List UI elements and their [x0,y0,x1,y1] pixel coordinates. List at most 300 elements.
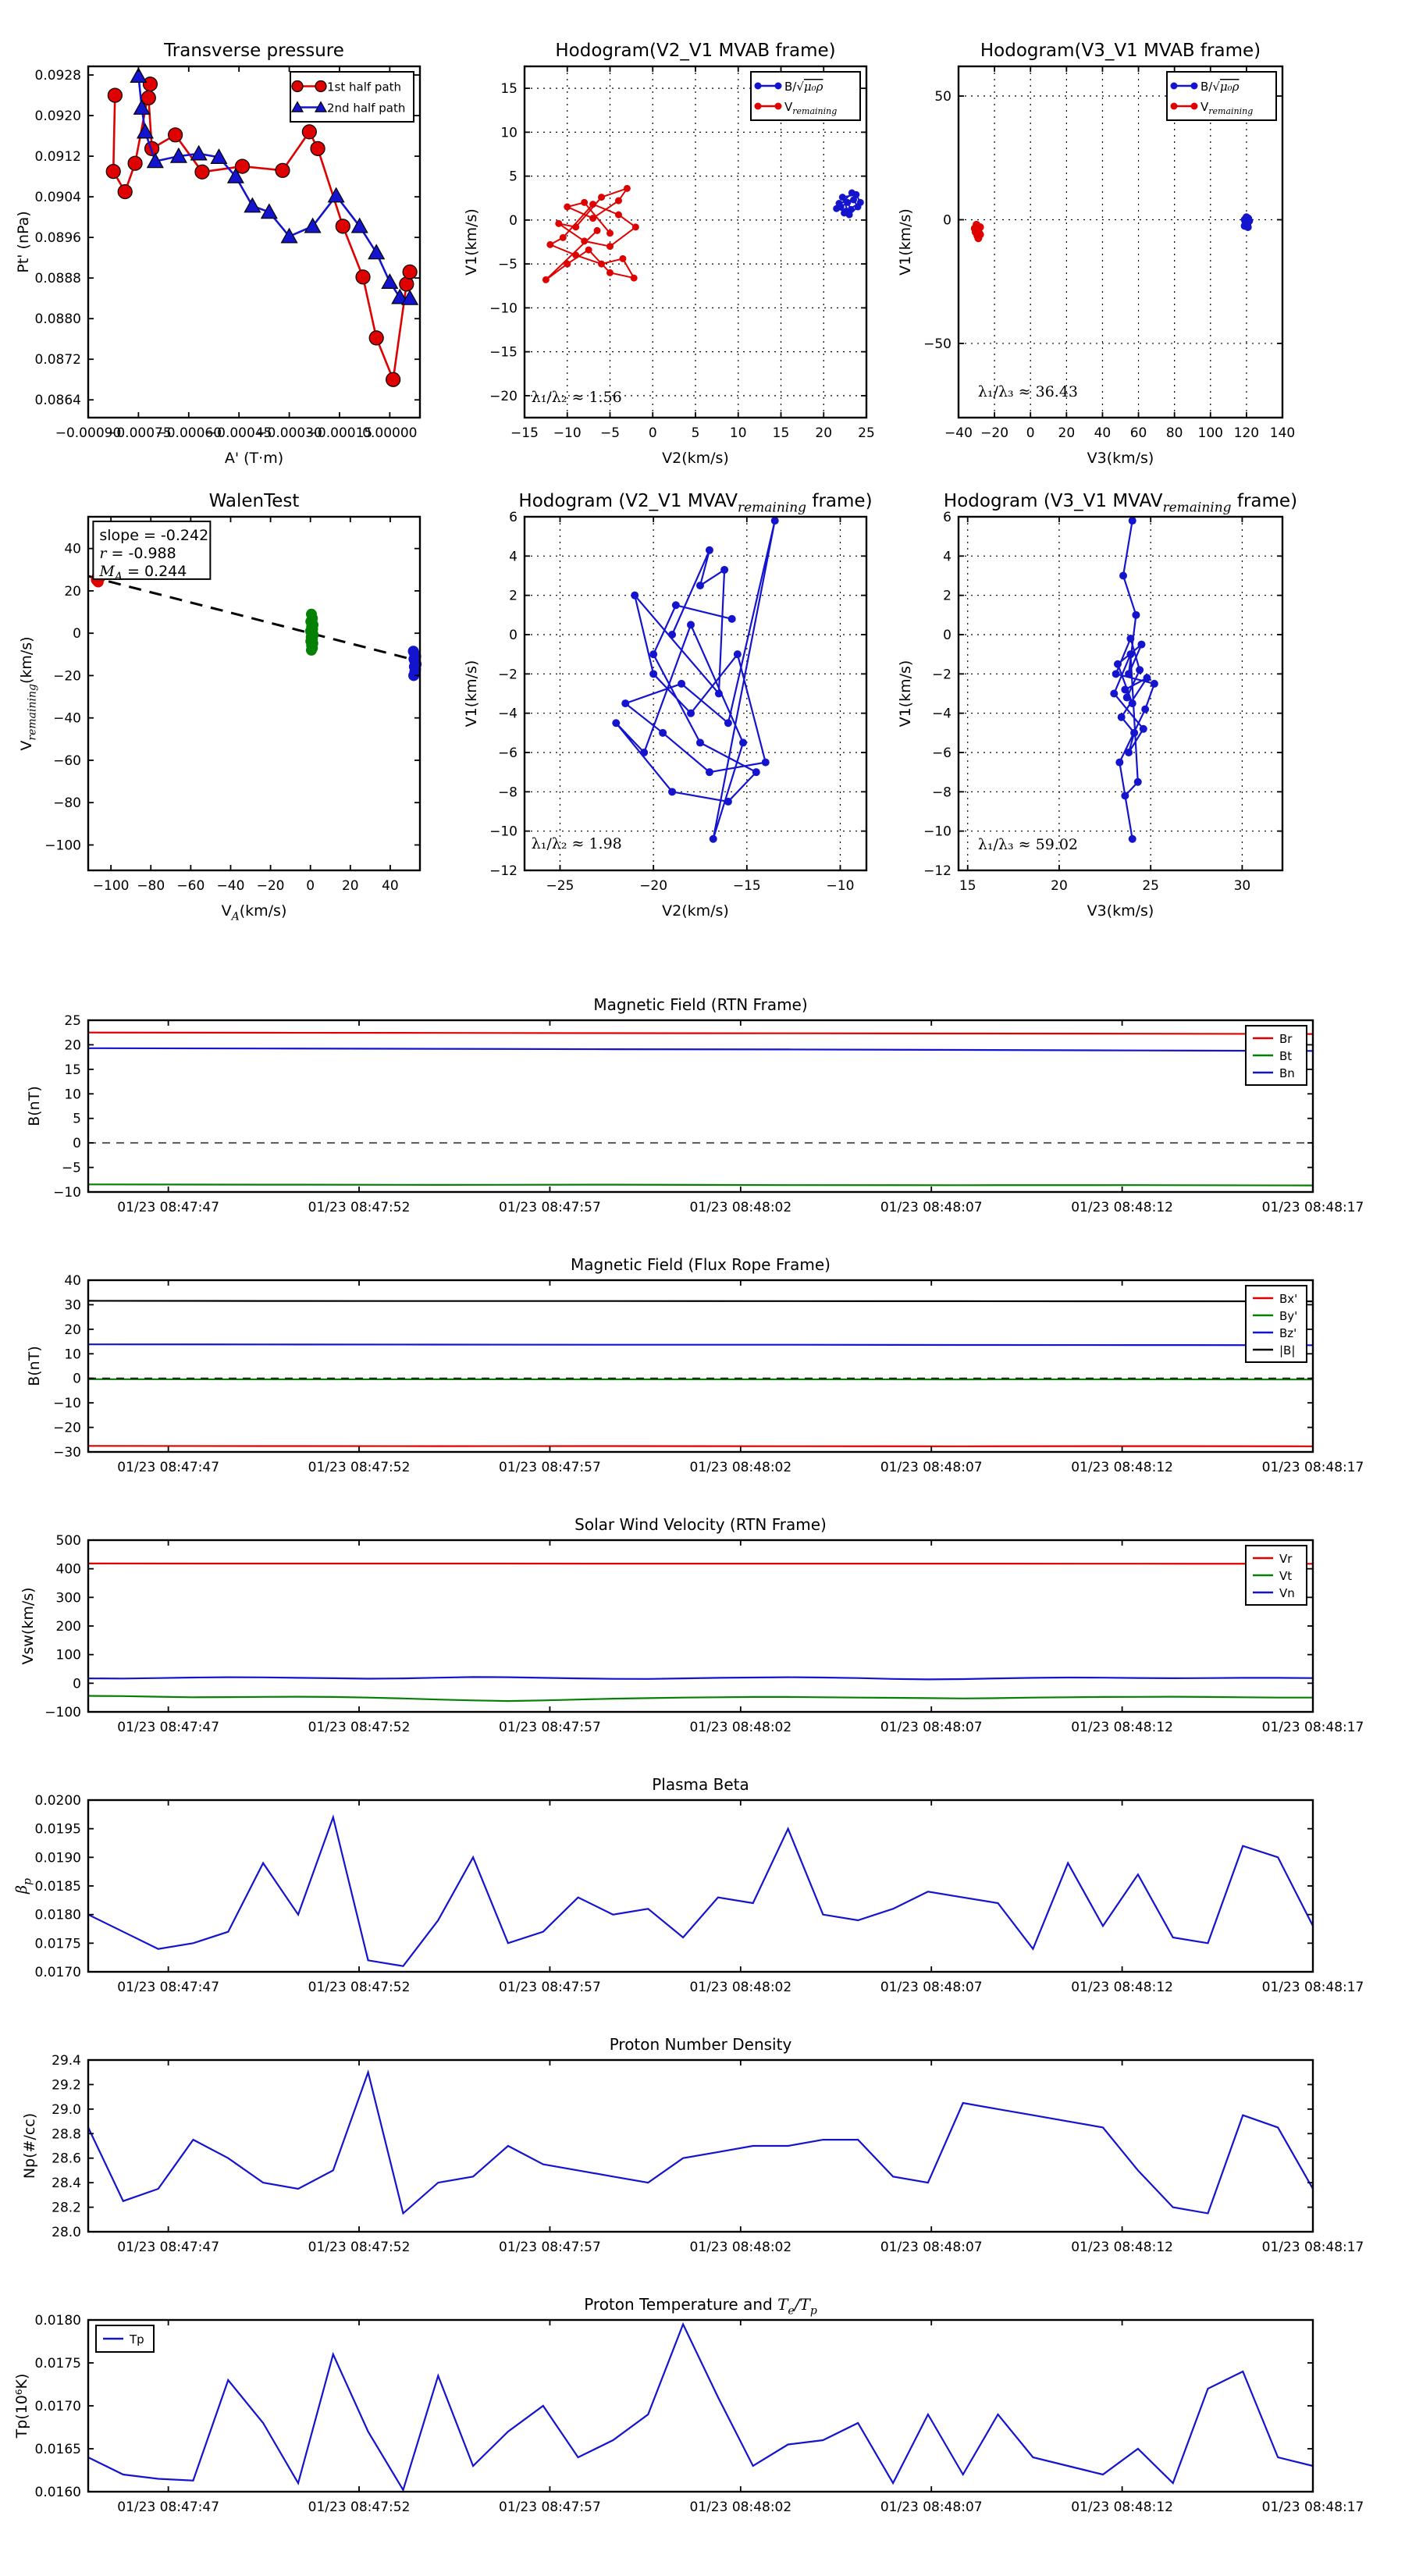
y-tick-label: 0.0872 [34,352,81,368]
y-tick-label: 40 [64,541,81,557]
y-axis-label: B(nT) [26,1086,43,1126]
plot-border [88,1020,1313,1192]
x-tick-label: 01/23 08:48:02 [689,2500,792,2515]
data-point [678,680,685,688]
panel-title: Magnetic Field (RTN Frame) [593,995,808,1014]
data-point [696,738,704,746]
x-tick-label: 01/23 08:48:12 [1071,2500,1173,2515]
panel-walen-test [18,491,422,923]
data-point [589,215,596,222]
data-point [106,165,120,179]
data-point [356,270,370,284]
panel-title: Proton Temperature and $T_e/T_p$ [584,2295,817,2318]
x-tick-label: 01/23 08:48:02 [689,2240,792,2255]
data-point [1114,660,1122,668]
x-tick-label: 40 [1094,425,1112,441]
data-point [848,190,855,197]
legend-label: Vr [1279,1552,1293,1566]
data-point [762,759,770,767]
y-tick-label: 0 [73,1371,81,1387]
series-Bt [88,1184,1313,1185]
x-tick-label: 01/23 08:48:12 [1071,1720,1173,1735]
data-point [1243,216,1250,224]
y-tick-label: −20 [489,388,518,404]
data-point [542,276,550,283]
data-point [315,81,326,92]
y-tick-label: 10 [64,1347,81,1363]
y-tick-label: 10 [64,1087,81,1103]
panel-hodogram-v2v1-mvab [463,41,875,467]
x-tick-label: 01/23 08:47:52 [308,2500,411,2515]
data-point [1129,699,1136,707]
data-point [598,261,605,268]
y-tick-label: 0.0928 [34,68,81,84]
data-point [1171,103,1178,110]
data-point [710,835,717,843]
legend [290,72,414,122]
data-point [728,615,736,623]
legend-label: By' [1279,1309,1298,1323]
x-tick-label: 01/23 08:47:47 [117,1980,220,1995]
y-tick-label: 0.0180 [34,2313,81,2329]
x-tick-label: 01/23 08:47:47 [117,2240,220,2255]
x-tick-label: 20 [341,878,359,894]
data-point [555,220,562,227]
y-tick-label: 28.8 [52,2126,81,2143]
legend-label: B/√μ₀ρ [784,80,823,94]
y-axis-label: V1(km/s) [897,660,914,728]
data-point [672,601,680,609]
x-tick-label: 40 [382,878,399,894]
x-tick-label: 100 [1197,425,1224,441]
y-tick-label: 0.0175 [34,2356,81,2371]
y-tick-label: 2 [509,588,518,604]
annotation-line: r = -0.988 [99,544,176,562]
x-tick-label: 01/23 08:48:07 [880,1720,983,1735]
series-V hodogram [616,521,774,839]
panel-plasma-beta [13,1775,1364,1995]
y-tick-label: 10 [500,125,518,141]
y-tick-label: 6 [943,510,951,525]
y-tick-label: 0.0170 [34,2399,81,2414]
y-tick-label: −50 [923,336,951,352]
x-tick-label: −0.00030 [256,425,322,441]
x-tick-label: −5 [599,425,621,441]
panel-title: Hodogram (V2_V1 $MVAV_{remaining}$ frame) [518,491,873,516]
data-point [857,199,864,206]
data-point [585,247,592,254]
data-point [724,719,732,727]
series-Bn [88,1048,1313,1051]
y-tick-label: 0 [73,1136,81,1152]
y-tick-label: −15 [489,344,518,361]
data-point [844,199,851,206]
x-tick-label: 01/23 08:48:07 [880,1980,983,1995]
data-point [261,205,277,219]
y-tick-label: 200 [55,1619,81,1635]
x-tick-label: 01/23 08:48:12 [1071,1460,1173,1475]
y-tick-label: 29.4 [52,2053,81,2069]
x-tick-label: 01/23 08:48:12 [1071,1980,1173,1995]
data-point [1110,690,1118,698]
panel-vsw-rtn [20,1515,1364,1735]
data-point [564,261,571,268]
x-axis-label: V2(km/s) [662,902,729,920]
panel-bfield-rtn [26,995,1364,1215]
x-tick-label: −15 [510,425,539,441]
x-tick-label: 01/23 08:48:07 [880,2240,983,2255]
legend-label: Vt [1279,1569,1293,1583]
data-point [668,788,676,795]
data-point [1151,680,1158,688]
data-point [632,223,639,230]
legend-label: Bt [1279,1049,1293,1063]
x-tick-label: 01/23 08:48:17 [1261,2240,1364,2255]
legend-label: Br [1279,1032,1293,1046]
plot-border [88,2320,1313,2492]
y-tick-label: 20 [64,1322,81,1338]
x-axis-label: V3(km/s) [1087,450,1154,467]
y-axis-label: Tp(10⁶K) [13,2373,30,2439]
data-point [649,650,657,658]
x-tick-label: 60 [1129,425,1147,441]
x-axis-label: V3(km/s) [1087,902,1154,920]
panel-title: Hodogram(V3_V1 MVAB frame) [980,41,1261,61]
y-tick-label: 0 [943,212,951,229]
x-tick-label: 01/23 08:48:02 [689,1200,792,1215]
data-point [621,699,629,707]
x-tick-label: −10 [826,878,855,894]
x-tick-label: 01/23 08:48:02 [689,1460,792,1475]
plot-border [525,517,866,870]
data-point [739,738,747,746]
data-point [842,208,849,215]
y-tick-label: 28.4 [52,2176,81,2192]
x-tick-label: 80 [1165,425,1183,441]
x-tick-label: 01/23 08:48:07 [880,2500,983,2515]
data-point [382,274,397,288]
data-point [1191,103,1198,110]
y-tick-label: 500 [55,1533,81,1549]
annotation-box [93,521,210,583]
data-point [1125,670,1133,678]
x-tick-label: 20 [815,425,833,441]
y-tick-label: 25 [64,1013,81,1029]
x-tick-label: 01/23 08:48:12 [1071,2240,1173,2255]
data-point [594,227,601,234]
series-Vt [88,1696,1313,1702]
data-point [368,245,384,259]
legend [1246,1286,1307,1362]
y-tick-label: −10 [923,824,951,840]
y-tick-label: 15 [500,81,518,98]
y-tick-label: 0.0880 [34,311,81,328]
y-tick-label: −10 [53,1185,81,1201]
data-point [564,204,571,211]
y-tick-label: 28.0 [52,2225,81,2240]
y-tick-label: 0 [509,628,518,643]
x-tick-label: −10 [553,425,582,441]
legend-label: B/√μ₀ρ [1200,80,1240,94]
data-point [612,719,620,727]
x-tick-label: 01/23 08:48:17 [1261,1720,1364,1735]
data-point [1126,635,1134,642]
y-tick-label: −30 [53,1445,81,1461]
annotation: λ₁/λ₂ ≈ 1.56 [531,388,622,406]
y-tick-label: 2 [943,588,951,604]
data-point [706,768,713,776]
x-tick-label: 5 [691,425,700,441]
data-point [1129,835,1136,843]
x-tick-label: −80 [137,878,165,894]
y-tick-label: 0.0165 [34,2442,81,2457]
legend [1167,72,1276,120]
legend-label: Bx' [1279,1292,1298,1306]
x-tick-label: 01/23 08:47:47 [117,1460,220,1475]
x-tick-label: 120 [1233,425,1260,441]
x-tick-label: −0.00075 [105,425,172,441]
y-tick-label: −5 [497,257,518,273]
series-Bz' [88,1344,1313,1345]
x-tick-label: 10 [729,425,747,441]
x-tick-label: 01/23 08:47:52 [308,1980,411,1995]
y-tick-label: 20 [64,1037,81,1054]
data-point [631,275,638,282]
plot-border [88,1280,1313,1452]
panel-title: Magnetic Field (Flux Rope Frame) [571,1255,831,1274]
data-point [403,265,417,279]
x-tick-label: 0.00000 [362,425,418,441]
y-tick-label: 50 [934,89,951,105]
y-tick-label: 15 [64,1062,81,1078]
data-point [752,768,760,776]
x-tick-label: −60 [176,878,205,894]
x-tick-label: 01/23 08:48:07 [880,1200,983,1215]
y-axis-label: $\beta_p$ [13,1878,34,1894]
y-tick-label: 0.0888 [34,271,81,287]
data-point [306,645,317,656]
data-point [244,198,260,212]
panel-hodogram-v3v1-mvab [897,41,1295,467]
panel-title: WalenTest [208,491,300,511]
data-point [631,592,638,600]
y-tick-label: −20 [53,1420,81,1436]
y-tick-label: 0.0896 [34,230,81,247]
panel-hodogram-v3v1-mvav [897,491,1297,920]
x-tick-label: 01/23 08:47:57 [499,2240,601,2255]
annotation: λ₁/λ₃ ≈ 36.43 [977,383,1079,400]
y-tick-label: −10 [489,824,518,840]
x-tick-label: 01/23 08:48:07 [880,1460,983,1475]
x-tick-label: 0 [1026,425,1035,441]
panel-title: Hodogram (V3_V1 $MVAV_{remaining}$ frame) [943,491,1298,516]
x-tick-label: 01/23 08:47:57 [499,1720,601,1735]
x-tick-label: 01/23 08:48:17 [1261,1200,1364,1215]
y-tick-label: −60 [53,753,81,769]
data-point [1118,713,1126,721]
data-point [687,710,695,717]
data-point [1140,725,1147,733]
y-tick-label: −8 [497,785,518,801]
series-fit line slope -0.242 [88,576,420,661]
data-point [1126,650,1134,658]
data-point [606,229,614,237]
data-point [1244,223,1252,231]
legend [96,2325,154,2352]
data-point [619,255,626,262]
x-axis-label: A' (T·m) [224,450,284,467]
y-tick-label: 0.0920 [34,109,81,125]
x-tick-label: 0 [306,878,315,894]
series-Tp [88,2325,1313,2490]
plot-border [959,517,1282,870]
y-tick-label: −100 [44,838,81,854]
data-point [572,251,579,258]
y-tick-label: −6 [497,745,518,761]
x-tick-label: 01/23 08:48:17 [1261,1980,1364,1995]
y-tick-label: 0.0864 [34,393,81,409]
data-point [1134,778,1142,786]
data-point [1137,641,1145,649]
y-axis-label: Np(#/cc) [21,2112,38,2179]
data-point [581,237,588,244]
series-|B| [88,1300,1313,1301]
y-tick-label: −10 [489,301,518,317]
x-tick-label: 01/23 08:47:57 [499,2500,601,2515]
y-axis-label: $V_{remaining}(km/s)$ [18,636,39,751]
x-tick-label: 15 [772,425,790,441]
plot-border [88,1540,1313,1712]
data-point [369,331,383,345]
data-point [546,241,553,248]
x-tick-label: 20 [1051,878,1068,894]
x-tick-label: −40 [944,425,973,441]
data-point [755,103,762,110]
data-point [734,650,742,658]
y-axis-label: V1(km/s) [463,660,480,728]
data-point [311,141,325,155]
x-axis-label: V2(km/s) [662,450,729,467]
y-tick-label: −8 [931,785,951,801]
data-point [624,185,631,192]
panel-proton-temperature [13,2295,1364,2515]
x-tick-label: 01/23 08:47:57 [499,1980,601,1995]
x-tick-label: 01/23 08:47:52 [308,2240,411,2255]
data-point [336,219,350,233]
x-tick-label: −0.00015 [306,425,373,441]
legend-label: Bn [1279,1066,1295,1080]
y-tick-label: −10 [53,1396,81,1412]
y-axis-label: B(nT) [26,1346,43,1386]
plot-border [88,2060,1313,2232]
series-Np [88,2073,1313,2214]
y-tick-label: 0.0904 [34,190,81,206]
legend-label: Vn [1279,1586,1295,1600]
legend [1246,1546,1307,1605]
annotation-line: $M_A = 0.244$ [99,562,187,584]
data-point [640,749,648,756]
x-tick-label: 01/23 08:48:02 [689,1720,792,1735]
panel-title: Solar Wind Velocity (RTN Frame) [574,1515,827,1534]
y-tick-label: 400 [55,1561,81,1578]
data-point [1129,517,1136,525]
x-tick-label: 01/23 08:47:52 [308,1460,411,1475]
panel-title: Hodogram(V2_V1 MVAB frame) [555,41,836,61]
data-point [1130,729,1138,737]
data-point [1123,694,1131,702]
data-point [1132,611,1140,619]
series-Br [88,1033,1313,1034]
data-point [1191,83,1198,90]
y-tick-label: 100 [55,1647,81,1663]
legend-label: Tp [130,2332,144,2347]
data-point [128,156,142,170]
data-point [302,125,316,139]
y-tick-label: 5 [73,1111,81,1127]
data-point [292,81,303,92]
legend-label: $V_{remaining}$ [784,100,838,117]
y-axis-label: V1(km/s) [897,208,914,276]
data-point [108,88,122,102]
legend [1246,1026,1307,1085]
y-tick-label: −12 [923,863,951,879]
data-point [720,566,728,574]
y-tick-label: 0 [943,628,951,643]
x-tick-label: 20 [1058,425,1076,441]
data-point [1136,666,1144,674]
data-point [598,194,605,201]
y-tick-label: 0.0180 [34,1907,81,1923]
y-tick-label: 4 [509,549,518,565]
y-tick-label: 20 [64,583,81,600]
x-tick-label: −0.00090 [55,425,122,441]
data-point [572,223,579,230]
panel-transverse-pressure [15,41,420,467]
y-tick-label: 0.0160 [34,2485,81,2500]
x-tick-label: 01/23 08:47:47 [117,1200,220,1215]
y-tick-label: −6 [931,745,951,761]
x-tick-label: −100 [92,878,130,894]
data-point [1141,706,1149,713]
x-tick-label: 01/23 08:47:52 [308,1200,411,1215]
x-tick-label: −20 [256,878,285,894]
data-point [606,269,614,276]
y-tick-label: −20 [53,668,81,685]
y-tick-label: 300 [55,1590,81,1606]
legend-label: 1st half path [327,80,402,94]
y-tick-label: 0.0185 [34,1879,81,1895]
x-tick-label: 01/23 08:47:52 [308,1720,411,1735]
x-tick-label: 01/23 08:48:17 [1261,2500,1364,2515]
y-tick-label: 0.0175 [34,1936,81,1952]
legend-label: |B| [1279,1343,1296,1357]
data-point [386,372,400,386]
y-tick-label: −40 [53,710,81,727]
data-point [589,201,596,208]
y-tick-label: −4 [931,706,951,722]
panel-title: Plasma Beta [652,1775,749,1794]
x-tick-label: 15 [959,878,976,894]
data-point [775,103,782,110]
data-point [659,729,667,737]
y-tick-label: 6 [509,510,518,525]
x-tick-label: 25 [1142,878,1160,894]
x-tick-label: 0 [648,425,657,441]
data-point [1143,674,1151,681]
y-tick-label: 4 [943,549,951,565]
y-tick-label: −80 [53,795,81,812]
data-point [649,670,657,678]
